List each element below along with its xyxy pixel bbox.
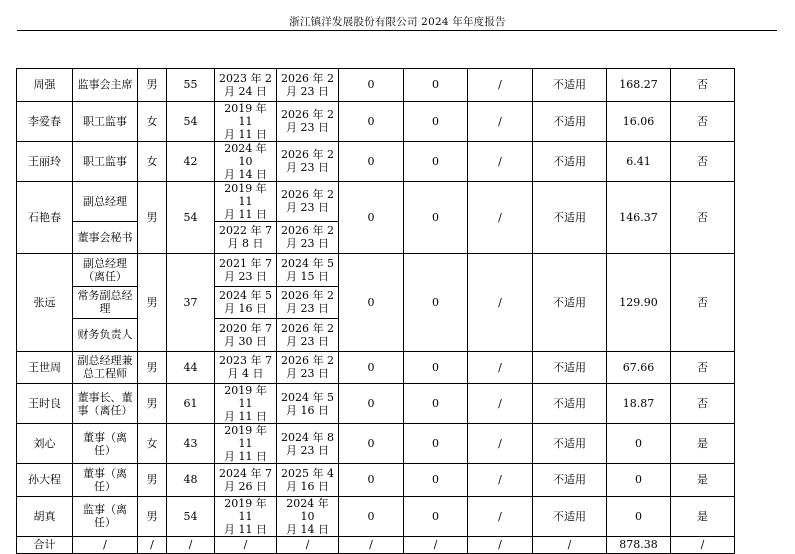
related-party-pay: 否 xyxy=(671,254,735,352)
change-reason: 不适用 xyxy=(533,464,607,497)
term-start: 2021 年 7 月 23 日 xyxy=(215,254,277,287)
shares-end: 0 xyxy=(404,424,468,464)
total-fill: / xyxy=(339,536,404,553)
change-reason: 不适用 xyxy=(533,141,607,181)
person-name: 王世周 xyxy=(17,351,73,384)
change-reason: 不适用 xyxy=(533,181,607,254)
shares-end: 0 xyxy=(404,351,468,384)
gender: 男 xyxy=(138,496,167,536)
change-reason: 不适用 xyxy=(533,424,607,464)
gender: 男 xyxy=(138,181,167,254)
share-change: / xyxy=(468,254,533,352)
shares-end: 0 xyxy=(404,464,468,497)
shares-end: 0 xyxy=(404,101,468,141)
age: 44 xyxy=(167,351,215,384)
share-change: / xyxy=(468,424,533,464)
term-end: 2024 年 8 月 23 日 xyxy=(277,424,339,464)
related-party-pay: 否 xyxy=(671,101,735,141)
gender: 男 xyxy=(138,384,167,424)
term-end: 2024 年 10 月 14 日 xyxy=(277,496,339,536)
share-change: / xyxy=(468,464,533,497)
share-change: / xyxy=(468,384,533,424)
total-fill: / xyxy=(215,536,277,553)
gender: 女 xyxy=(138,101,167,141)
total-label: 合计 xyxy=(17,536,73,553)
age: 42 xyxy=(167,141,215,181)
position-title: 财务负责人 xyxy=(73,319,138,352)
position-title: 职工监事 xyxy=(73,141,138,181)
change-reason: 不适用 xyxy=(533,351,607,384)
change-reason: 不适用 xyxy=(533,384,607,424)
person-name: 胡真 xyxy=(17,496,73,536)
total-fill: / xyxy=(468,536,533,553)
total-pay: 6.41 xyxy=(607,141,671,181)
position-title: 董事长、董 事（离任） xyxy=(73,384,138,424)
person-name: 周强 xyxy=(17,69,73,102)
term-start: 2019 年 11 月 11 日 xyxy=(215,424,277,464)
shares-start: 0 xyxy=(339,351,404,384)
position-title: 董事会秘书 xyxy=(73,221,138,254)
term-start: 2023 年 7 月 4 日 xyxy=(215,351,277,384)
gender: 女 xyxy=(138,424,167,464)
gender: 男 xyxy=(138,464,167,497)
shares-start: 0 xyxy=(339,254,404,352)
shares-start: 0 xyxy=(339,496,404,536)
change-reason: 不适用 xyxy=(533,496,607,536)
related-party-pay: 否 xyxy=(671,69,735,102)
term-end: 2026 年 2 月 23 日 xyxy=(277,319,339,352)
term-end: 2026 年 2 月 23 日 xyxy=(277,181,339,221)
term-start: 2023 年 2 月 24 日 xyxy=(215,69,277,102)
share-change: / xyxy=(468,141,533,181)
term-start: 2019 年 11 月 11 日 xyxy=(215,384,277,424)
gender: 男 xyxy=(138,351,167,384)
related-party-pay: 否 xyxy=(671,351,735,384)
term-start: 2022 年 7 月 8 日 xyxy=(215,221,277,254)
total-row xyxy=(17,536,735,553)
position-title: 监事（离 任） xyxy=(73,496,138,536)
report-header: 浙江镇洋发展股份有限公司 2024 年年度报告 xyxy=(289,16,506,28)
term-start: 2019 年 11 月 11 日 xyxy=(215,496,277,536)
share-change: / xyxy=(468,181,533,254)
person-name: 张远 xyxy=(17,254,73,352)
person-name: 刘心 xyxy=(17,424,73,464)
term-start: 2019 年 11 月 11 日 xyxy=(215,101,277,141)
term-end: 2025 年 4 月 16 日 xyxy=(277,464,339,497)
shares-start: 0 xyxy=(339,141,404,181)
term-start: 2024 年 10 月 14 日 xyxy=(215,141,277,181)
related-party-pay: 否 xyxy=(671,181,735,254)
shares-start: 0 xyxy=(339,181,404,254)
total-pay-sum: 878.38 xyxy=(607,536,671,553)
shares-start: 0 xyxy=(339,101,404,141)
shares-start: 0 xyxy=(339,464,404,497)
change-reason: 不适用 xyxy=(533,254,607,352)
age: 54 xyxy=(167,101,215,141)
term-end: 2026 年 2 月 23 日 xyxy=(277,351,339,384)
position-title: 常务副总经 理 xyxy=(73,286,138,319)
total-pay: 67.66 xyxy=(607,351,671,384)
shares-start: 0 xyxy=(339,424,404,464)
term-start: 2024 年 7 月 26 日 xyxy=(215,464,277,497)
term-start: 2024 年 5 月 16 日 xyxy=(215,286,277,319)
age: 48 xyxy=(167,464,215,497)
term-end: 2024 年 5 月 15 日 xyxy=(277,254,339,287)
shares-start: 0 xyxy=(339,384,404,424)
total-fill: / xyxy=(167,536,215,553)
shares-end: 0 xyxy=(404,496,468,536)
person-name: 王丽玲 xyxy=(17,141,73,181)
term-end: 2024 年 5 月 16 日 xyxy=(277,384,339,424)
total-pay: 0 xyxy=(607,424,671,464)
total-fill: / xyxy=(404,536,468,553)
share-change: / xyxy=(468,351,533,384)
person-name: 孙大程 xyxy=(17,464,73,497)
table-row xyxy=(17,254,735,287)
term-end: 2026 年 2 月 23 日 xyxy=(277,69,339,102)
term-end: 2026 年 2 月 23 日 xyxy=(277,221,339,254)
position-title: 副总经理兼 总工程师 xyxy=(73,351,138,384)
term-start: 2020 年 7 月 30 日 xyxy=(215,319,277,352)
shares-end: 0 xyxy=(404,254,468,352)
total-pay: 18.87 xyxy=(607,384,671,424)
age: 54 xyxy=(167,181,215,254)
shares-start: 0 xyxy=(339,69,404,102)
table-row xyxy=(17,464,735,497)
table-row xyxy=(17,384,735,424)
person-name: 李爱春 xyxy=(17,101,73,141)
related-party-pay: 是 xyxy=(671,464,735,497)
related-party-pay: 是 xyxy=(671,496,735,536)
total-fill: / xyxy=(533,536,607,553)
total-pay: 168.27 xyxy=(607,69,671,102)
total-pay: 129.90 xyxy=(607,254,671,352)
gender: 男 xyxy=(138,69,167,102)
age: 55 xyxy=(167,69,215,102)
total-pay: 0 xyxy=(607,464,671,497)
total-fill: / xyxy=(671,536,735,553)
term-start: 2019 年 11 月 11 日 xyxy=(215,181,277,221)
position-title: 职工监事 xyxy=(73,101,138,141)
table-row xyxy=(17,351,735,384)
position-title: 董事（离 任） xyxy=(73,424,138,464)
shares-end: 0 xyxy=(404,181,468,254)
management-table xyxy=(16,68,735,554)
share-change: / xyxy=(468,496,533,536)
position-title: 董事（离 任） xyxy=(73,464,138,497)
table-row xyxy=(17,141,735,181)
gender: 男 xyxy=(138,254,167,352)
total-fill: / xyxy=(277,536,339,553)
table-row xyxy=(17,424,735,464)
total-pay: 146.37 xyxy=(607,181,671,254)
age: 61 xyxy=(167,384,215,424)
age: 37 xyxy=(167,254,215,352)
shares-end: 0 xyxy=(404,69,468,102)
age: 54 xyxy=(167,496,215,536)
total-fill: / xyxy=(138,536,167,553)
total-pay: 16.06 xyxy=(607,101,671,141)
table-row xyxy=(17,496,735,536)
change-reason: 不适用 xyxy=(533,69,607,102)
total-pay: 0 xyxy=(607,496,671,536)
gender: 女 xyxy=(138,141,167,181)
shares-end: 0 xyxy=(404,141,468,181)
position-title: 副总经理 xyxy=(73,181,138,221)
related-party-pay: 是 xyxy=(671,424,735,464)
share-change: / xyxy=(468,101,533,141)
person-name: 石艳春 xyxy=(17,181,73,254)
term-end: 2026 年 2 月 23 日 xyxy=(277,101,339,141)
change-reason: 不适用 xyxy=(533,101,607,141)
shares-end: 0 xyxy=(404,384,468,424)
table-row xyxy=(17,69,735,102)
position-title: 监事会主席 xyxy=(73,69,138,102)
related-party-pay: 否 xyxy=(671,384,735,424)
header-divider xyxy=(17,30,777,31)
share-change: / xyxy=(468,69,533,102)
age: 43 xyxy=(167,424,215,464)
term-end: 2026 年 2 月 23 日 xyxy=(277,141,339,181)
term-end: 2026 年 2 月 23 日 xyxy=(277,286,339,319)
person-name: 王时良 xyxy=(17,384,73,424)
table-row xyxy=(17,101,735,141)
total-fill: / xyxy=(73,536,138,553)
related-party-pay: 否 xyxy=(671,141,735,181)
table-row xyxy=(17,181,735,221)
position-title: 副总经理 （离任） xyxy=(73,254,138,287)
